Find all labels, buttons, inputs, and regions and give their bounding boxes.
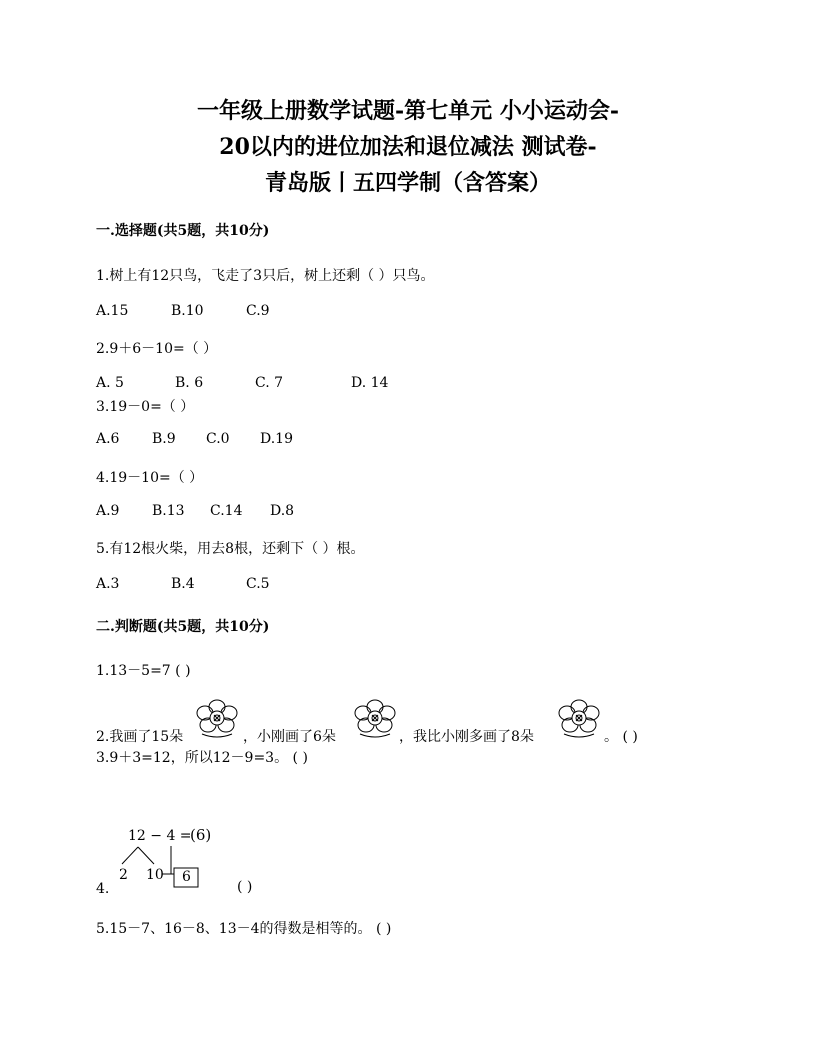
- question-2-2-part1: 2.我画了15朵: [96, 729, 184, 745]
- diagram-answer: (6): [190, 826, 212, 844]
- question-2-2-part2: ，小刚画了6朵: [243, 729, 336, 745]
- question-2-1: 1.13－5=7 ( ): [96, 663, 191, 679]
- diagram-lines: [112, 822, 232, 894]
- option: B.13: [152, 503, 185, 519]
- section-2-heading: 二.判断题(共5题，共10分): [96, 619, 270, 635]
- flower-icon: [194, 698, 240, 738]
- question-2-4-paren: ( ): [237, 879, 253, 895]
- option: C.9: [246, 303, 270, 319]
- option: D.8: [270, 503, 295, 519]
- question-2-2-part4: 。 ( ): [604, 729, 638, 745]
- option: B. 6: [175, 375, 204, 391]
- option: C. 7: [255, 375, 284, 391]
- diagram-box-value: 6: [182, 869, 191, 885]
- option: D.19: [260, 431, 293, 447]
- question-2-5: 5.15－7、16－8、13－4的得数是相等的。 ( ): [96, 921, 392, 937]
- option: A.15: [96, 303, 129, 319]
- option: B.4: [171, 576, 195, 592]
- flower-icon: [556, 698, 602, 738]
- option: B.10: [171, 303, 204, 319]
- option: A.6: [96, 431, 120, 447]
- question-1-3: 3.19－0=（ ）: [96, 399, 195, 415]
- title-line-2: 20以内的进位加法和退位减法 测试卷-: [219, 134, 597, 160]
- option: A. 5: [96, 375, 124, 391]
- flower-icon: [352, 698, 398, 738]
- option: C.14: [210, 503, 243, 519]
- question-1-2: 2.9＋6－10=（ ）: [96, 341, 218, 357]
- diagram-equation: 12 − 4 =: [128, 828, 192, 844]
- option: A.9: [96, 503, 120, 519]
- question-1-1: 1.树上有12只鸟，飞走了3只后，树上还剩（ ）只鸟。: [96, 268, 435, 284]
- question-2-4-number: 4.: [96, 881, 110, 897]
- diagram-split-right: 10: [146, 867, 164, 883]
- section-1-heading: 一.选择题(共5题，共10分): [96, 223, 270, 239]
- diagram-split-left: 2: [119, 867, 128, 883]
- title-line-1: 一年级上册数学试题-第七单元 小小运动会-: [197, 98, 619, 124]
- option: B.9: [152, 431, 176, 447]
- question-2-3: 3.9＋3=12，所以12－9=3。 ( ): [96, 750, 308, 766]
- question-2-2-part3: ，我比小刚多画了8朵: [399, 729, 534, 745]
- option: A.3: [96, 576, 120, 592]
- question-1-4: 4.19－10=（ ）: [96, 470, 204, 486]
- title-line-3: 青岛版丨五四学制（含答案）: [264, 170, 551, 196]
- option: D. 14: [351, 375, 389, 391]
- option: C.5: [246, 576, 270, 592]
- split-diagram: [112, 822, 232, 894]
- option: C.0: [206, 431, 230, 447]
- question-1-5: 5.有12根火柴，用去8根，还剩下（ ）根。: [96, 541, 365, 557]
